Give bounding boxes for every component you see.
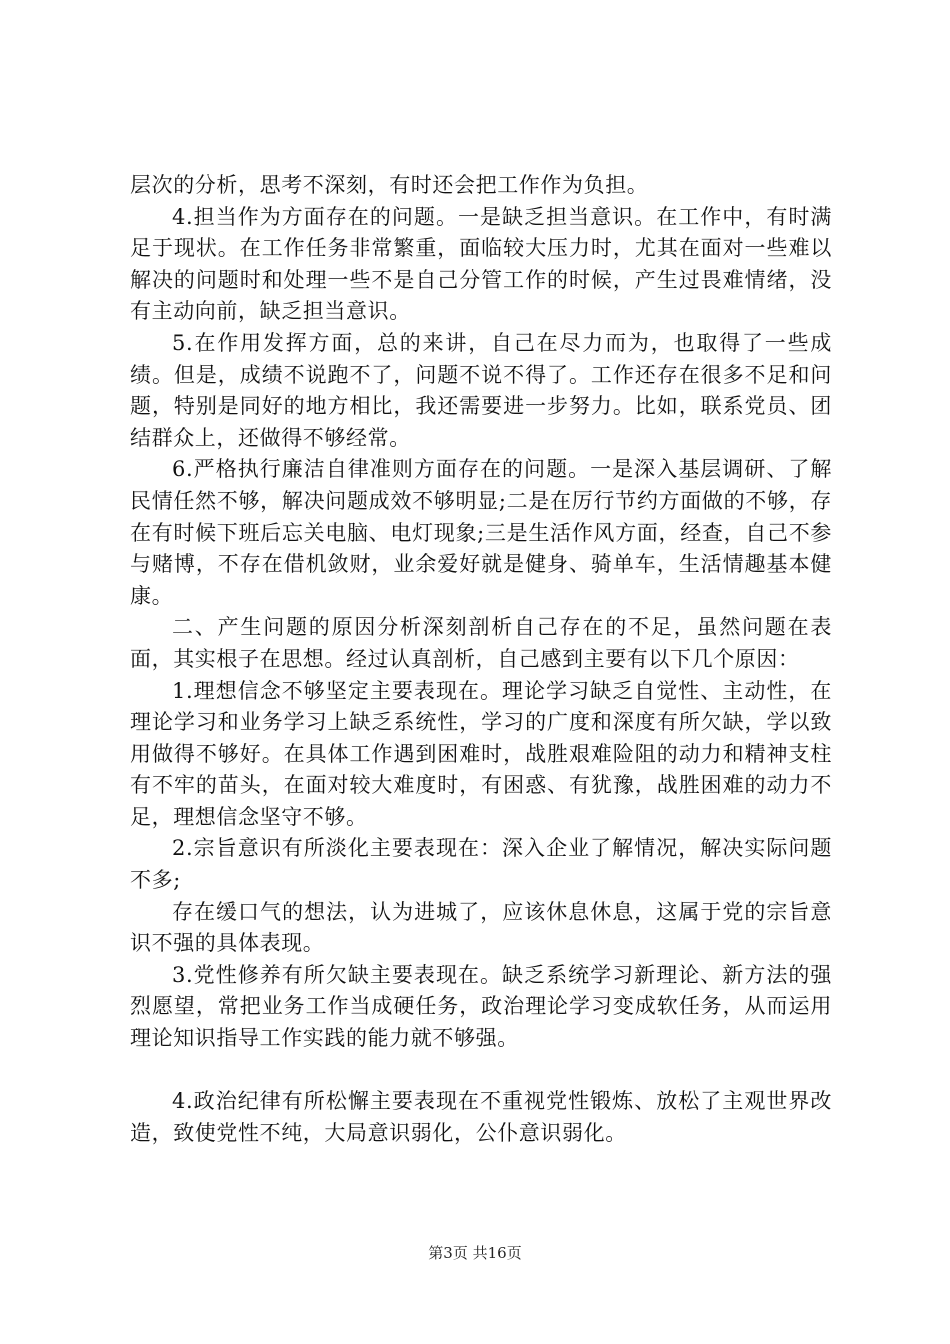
- paragraph-cause-2-purpose: 2.宗旨意识有所淡化主要表现在：深入企业了解情况，解决实际问题不多;: [130, 836, 832, 893]
- paragraph-cause-1-ideals: 1.理想信念不够坚定主要表现在。理论学习缺乏自觉性、主动性，在理论学习和业务学习上缺乏系统性，学习的广度和深度有所欠缺，学以致用做得不够好。在具体工作遇到困难时，战胜艰难险阻的动力和精神支柱有不牢的苗头，在面对较大难度时，有困惑、有犹豫，战胜困难的动力不足，理想信念坚守不够。: [130, 678, 832, 829]
- paragraph-cause-2-continued: 存在缓口气的想法，认为进城了，应该休息休息，这属于党的宗旨意识不强的具体表现。: [130, 899, 832, 956]
- blank-line: [130, 1055, 832, 1087]
- document-body: [130, 170, 832, 1149]
- paragraph-item-6-integrity: 6.严格执行廉洁自律准则方面存在的问题。一是深入基层调研、了解民情任然不够，解决问题成效不够明显;二是在厉行节约方面做的不够，存在有时候下班后忘关电脑、电灯现象;三是生活作风方面，经查，自己不参与赌博，不存在借机敛财，业余爱好就是健身、骑单车，生活情趣基本健康。: [130, 457, 832, 608]
- page-number-footer: 第3页 共16页: [428, 1244, 522, 1262]
- paragraph-section-2-causes: 二、产生问题的原因分析深刻剖析自己存在的不足，虽然问题在表面，其实根子在思想。经过认真剖析，自己感到主要有以下几个原因：: [130, 615, 832, 671]
- paragraph-continuation: 层次的分析，思考不深刻，有时还会把工作作为负担。: [130, 173, 649, 197]
- paragraph-item-4-responsibility: 4.担当作为方面存在的问题。一是缺乏担当意识。在工作中，有时满足于现状。在工作任务非常繁重，面临较大压力时，尤其在面对一些难以解决的问题时和处理一些不是自己分管工作的时候，产生过畏难情绪，没有主动向前，缺乏担当意识。: [130, 204, 832, 324]
- paragraph-item-5-role: 5.在作用发挥方面，总的来讲，自己在尽力而为，也取得了一些成绩。但是，成绩不说跑不了，问题不说不得了。工作还存在很多不足和问题，特别是同好的地方相比，我还需要进一步努力。比如，联系党员、团结群众上，还做得不够经常。: [130, 330, 832, 450]
- paragraph-cause-3-party-spirit: 3.党性修养有所欠缺主要表现在。缺乏系统学习新理论、新方法的强烈愿望，常把业务工作当成硬任务，政治理论学习变成软任务，从而运用理论知识指导工作实践的能力就不够强。: [130, 962, 832, 1051]
- paragraph-cause-4-discipline: 4.政治纪律有所松懈主要表现在不重视党性锻炼、放松了主观世界改造，致使党性不纯，大局意识弱化，公仆意识弱化。: [130, 1089, 832, 1145]
